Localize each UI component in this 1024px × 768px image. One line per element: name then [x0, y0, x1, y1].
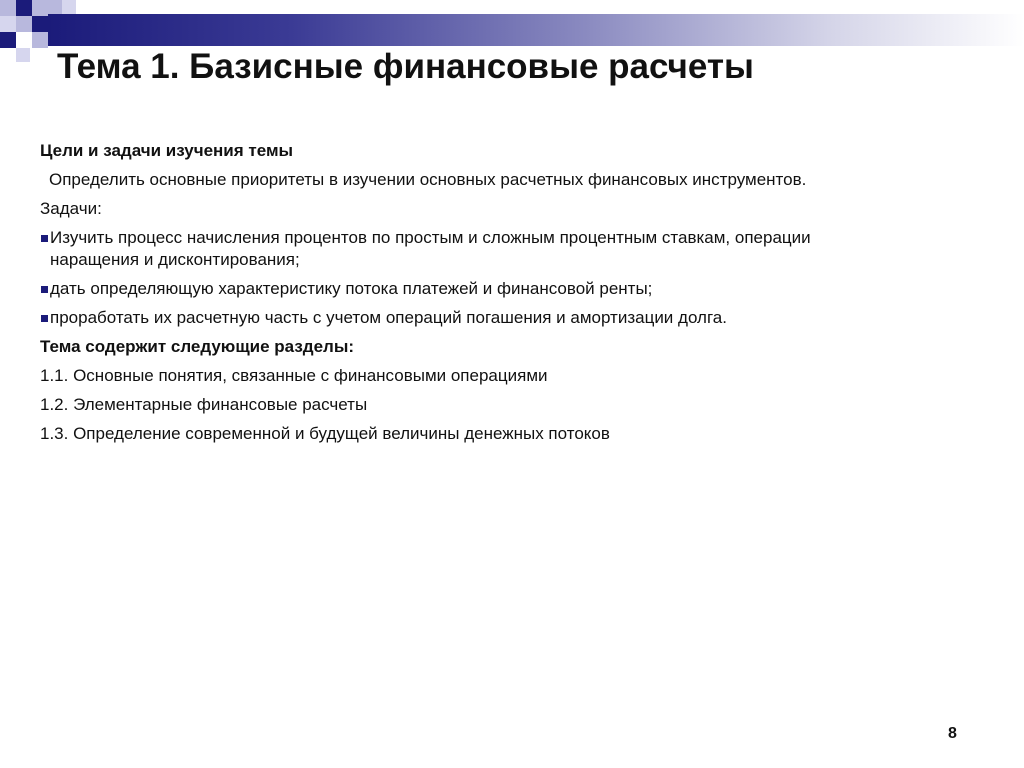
- decor-square-1: [0, 0, 16, 16]
- decor-square-2: [16, 0, 32, 16]
- decor-square-11: [16, 48, 30, 62]
- task-item-1-line-1: Изучить процесс начисления процентов по простым и сложным процентным ставкам, операции: [50, 228, 811, 247]
- square-bullet-icon: [41, 315, 48, 322]
- decor-square-3: [32, 0, 48, 16]
- decor-square-9: [0, 32, 16, 48]
- square-bullet-icon: [41, 235, 48, 242]
- task-item-2: [40, 278, 970, 300]
- task-item-3: [40, 307, 970, 329]
- decor-square-8: [62, 0, 76, 14]
- decor-square-5: [16, 16, 32, 32]
- task-item-2-line-1: дать определяющую характеристику потока платежей и финансовой ренты;: [50, 279, 653, 298]
- goals-heading: Цели и задачи изучения темы: [40, 141, 294, 160]
- square-bullet-icon: [41, 286, 48, 293]
- section-item-3: 1.3. Определение современной и будущей величины денежных потоков: [40, 424, 610, 443]
- task-item-3-line-1: проработать их расчетную часть с учетом операций погашения и амортизации долга.: [50, 308, 727, 327]
- slide-content: [40, 140, 980, 452]
- goal-text: Определить основные приоритеты в изучении основных расчетных финансовых инструментов.: [49, 170, 807, 189]
- decor-square-4: [0, 16, 16, 32]
- tasks-label: Задачи:: [40, 199, 102, 218]
- task-item-1-line-2: наращения и дисконтирования;: [50, 250, 300, 269]
- section-item-2: 1.2. Элементарные финансовые расчеты: [40, 395, 368, 414]
- sections-heading: Тема содержит следующие разделы:: [40, 337, 355, 356]
- decor-square-6: [32, 16, 48, 32]
- section-item-1: 1.1. Основные понятия, связанные с финансовыми операциями: [40, 366, 548, 385]
- title-gradient-bar: [48, 14, 1024, 46]
- decor-square-10: [32, 32, 48, 48]
- task-item-1: [40, 227, 970, 271]
- page-number: 8: [948, 725, 957, 742]
- slide-title: Тема 1. Базисные финансовые расчеты: [57, 47, 754, 86]
- decor-square-7: [48, 0, 62, 14]
